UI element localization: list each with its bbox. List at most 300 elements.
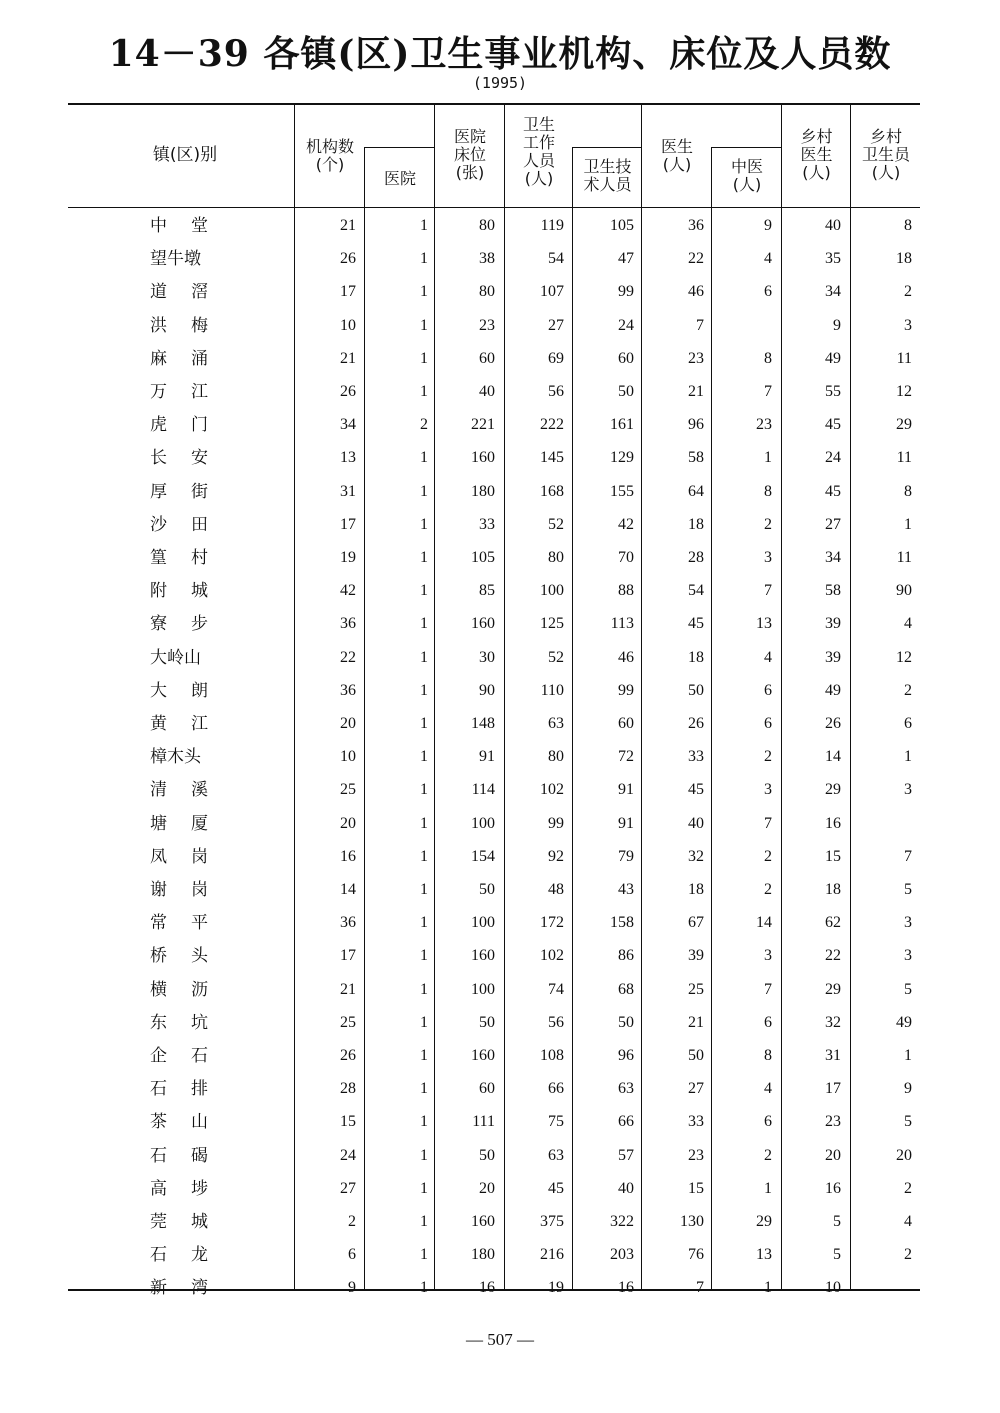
table-cell: 111 xyxy=(472,1113,495,1131)
table-row xyxy=(0,1040,1000,1072)
table-cell: 108 xyxy=(540,1047,564,1064)
table-cell: 10 xyxy=(825,1279,841,1297)
table-cell: 7 xyxy=(764,980,772,998)
table-row xyxy=(0,774,1000,806)
table-cell: 2 xyxy=(420,416,428,434)
table-row xyxy=(0,741,1000,773)
table-cell: 26 xyxy=(825,715,841,732)
table-cell: 1 xyxy=(420,615,428,633)
header-hospitals: 医院 xyxy=(383,169,416,188)
table-cell: 1 xyxy=(420,881,428,898)
table-cell: 45 xyxy=(688,615,704,633)
table-cell: 52 xyxy=(548,648,564,666)
table-cell: 1 xyxy=(420,449,428,467)
table-cell: 18 xyxy=(688,515,704,533)
table-cell: 50 xyxy=(688,681,704,699)
table-cell: 105 xyxy=(610,217,634,234)
table-cell: 12 xyxy=(896,383,912,400)
table-row xyxy=(0,243,1000,275)
table-cell: 29 xyxy=(825,781,841,799)
table-cell: 58 xyxy=(688,449,704,467)
table-cell: 100 xyxy=(471,980,495,998)
table-cell: 110 xyxy=(540,681,564,699)
table-cell: 36 xyxy=(688,217,704,234)
table-cell: 43 xyxy=(618,881,634,898)
table-cell: 69 xyxy=(548,349,564,367)
town-name: 凤岗 xyxy=(150,846,208,867)
subheader-rule xyxy=(364,147,434,148)
table-cell: 13 xyxy=(340,449,356,467)
table-cell: 8 xyxy=(764,349,772,367)
table-cell: 91 xyxy=(618,814,634,832)
table-cell: 56 xyxy=(548,383,564,400)
table-cell: 80 xyxy=(548,549,564,566)
table-cell: 23 xyxy=(825,1113,841,1131)
town-name: 麻涌 xyxy=(150,348,208,369)
table-cell: 23 xyxy=(756,416,772,434)
table-cell: 14 xyxy=(756,914,772,932)
table-cell: 90 xyxy=(896,582,912,600)
table-cell: 160 xyxy=(471,1047,495,1064)
table-cell: 19 xyxy=(340,549,356,566)
table-cell: 3 xyxy=(904,781,912,799)
town-name: 大朗 xyxy=(150,680,208,701)
table-header-rule xyxy=(68,207,920,208)
table-cell: 5 xyxy=(904,1113,912,1131)
table-row xyxy=(0,376,1000,408)
table-cell: 375 xyxy=(540,1213,564,1230)
table-cell: 2 xyxy=(764,881,772,898)
town-name: 企石 xyxy=(150,1046,208,1066)
town-name: 桥头 xyxy=(150,946,208,967)
table-cell: 9 xyxy=(904,1080,912,1098)
table-cell: 130 xyxy=(680,1213,704,1230)
table-cell: 90 xyxy=(479,681,495,699)
table-cell: 6 xyxy=(764,1113,772,1131)
town-name: 石龙 xyxy=(150,1245,208,1266)
table-cell: 172 xyxy=(540,914,564,932)
table-cell: 160 xyxy=(471,1213,495,1230)
page-number: — 507 — xyxy=(466,1330,534,1349)
table-cell: 7 xyxy=(696,1279,704,1297)
table-row xyxy=(0,1173,1000,1205)
town-name: 万江 xyxy=(150,382,208,402)
table-cell: 31 xyxy=(340,482,356,500)
town-name: 茶山 xyxy=(150,1112,208,1133)
table-cell: 1 xyxy=(420,947,428,965)
table-cell: 62 xyxy=(825,914,841,932)
table-cell: 1 xyxy=(420,1279,428,1297)
table-cell: 8 xyxy=(764,482,772,500)
page-title: 14－39 各镇(区)卫生事业机构、床位及人员数 xyxy=(108,33,892,75)
table-cell: 5 xyxy=(904,881,912,898)
table-row xyxy=(0,1272,1000,1304)
table-cell: 8 xyxy=(904,482,912,500)
table-cell: 6 xyxy=(764,283,772,301)
table-cell: 1 xyxy=(420,715,428,732)
table-cell: 33 xyxy=(688,1113,704,1131)
table-cell: 155 xyxy=(610,482,634,500)
table-cell: 1 xyxy=(420,1213,428,1230)
town-name: 常平 xyxy=(150,913,208,934)
table-cell: 19 xyxy=(548,1279,564,1297)
table-cell: 68 xyxy=(618,980,634,998)
table-cell: 9 xyxy=(833,316,841,334)
table-cell: 17 xyxy=(340,283,356,301)
table-cell: 1 xyxy=(420,217,428,234)
town-name: 洪梅 xyxy=(150,315,208,336)
table-cell: 145 xyxy=(540,449,564,467)
table-cell: 85 xyxy=(479,582,495,600)
table-row xyxy=(0,1140,1000,1172)
table-cell: 13 xyxy=(756,1246,772,1264)
table-cell: 1 xyxy=(420,914,428,932)
table-cell: 54 xyxy=(688,582,704,600)
table-cell: 42 xyxy=(340,582,356,600)
table-cell: 180 xyxy=(471,482,495,500)
table-cell: 105 xyxy=(471,549,495,566)
town-name: 大岭山 xyxy=(150,647,201,668)
table-cell: 63 xyxy=(618,1080,634,1098)
header-health-workers: 卫生 工作 人员 (人) xyxy=(522,115,555,188)
table-cell: 28 xyxy=(688,549,704,566)
table-cell: 6 xyxy=(764,1013,772,1031)
header-village-doctors: 乡村 医生 (人) xyxy=(800,127,833,182)
table-cell: 45 xyxy=(825,482,841,500)
table-cell: 100 xyxy=(471,814,495,832)
table-cell: 1 xyxy=(904,748,912,766)
table-cell: 20 xyxy=(479,1179,495,1197)
table-cell: 3 xyxy=(764,549,772,566)
table-cell: 2 xyxy=(348,1213,356,1230)
table-cell: 17 xyxy=(340,947,356,965)
header-village-health: 乡村 卫生员 (人) xyxy=(861,127,910,182)
town-name: 横沥 xyxy=(150,979,208,1000)
town-name: 黄江 xyxy=(150,714,208,734)
table-cell: 15 xyxy=(825,847,841,865)
table-cell: 1 xyxy=(420,349,428,367)
table-cell: 26 xyxy=(340,1047,356,1064)
table-cell: 1 xyxy=(420,1013,428,1031)
table-cell: 160 xyxy=(471,947,495,965)
table-cell: 1 xyxy=(420,781,428,799)
table-cell: 1 xyxy=(420,648,428,666)
table-cell: 119 xyxy=(540,217,564,234)
table-top-rule xyxy=(68,103,920,105)
table-cell: 72 xyxy=(618,748,634,766)
year-subtitle: (1995) xyxy=(472,74,528,92)
table-cell: 49 xyxy=(896,1013,912,1031)
table-cell: 92 xyxy=(548,847,564,865)
table-cell: 33 xyxy=(479,515,495,533)
table-cell: 55 xyxy=(825,383,841,400)
table-cell: 36 xyxy=(340,615,356,633)
table-cell: 64 xyxy=(688,482,704,500)
table-cell: 14 xyxy=(825,748,841,766)
table-cell: 2 xyxy=(904,1179,912,1197)
table-cell: 80 xyxy=(479,217,495,234)
table-cell: 16 xyxy=(618,1279,634,1297)
table-cell: 18 xyxy=(825,881,841,898)
table-cell: 1 xyxy=(420,1146,428,1164)
table-cell: 1 xyxy=(420,814,428,832)
table-cell: 27 xyxy=(825,515,841,533)
table-cell: 7 xyxy=(764,582,772,600)
table-cell: 91 xyxy=(618,781,634,799)
table-cell: 46 xyxy=(618,648,634,666)
table-cell: 22 xyxy=(340,648,356,666)
table-row xyxy=(0,476,1000,508)
table-row xyxy=(0,276,1000,308)
table-cell: 29 xyxy=(756,1213,772,1230)
table-cell: 29 xyxy=(896,416,912,434)
table-cell: 50 xyxy=(688,1047,704,1064)
table-cell: 1 xyxy=(420,250,428,268)
table-cell: 1 xyxy=(420,847,428,865)
town-name: 石排 xyxy=(150,1079,208,1100)
subheader-rule xyxy=(572,147,641,148)
table-cell: 26 xyxy=(688,715,704,732)
subheader-rule xyxy=(711,147,781,148)
town-name: 莞城 xyxy=(150,1212,208,1232)
table-cell: 79 xyxy=(618,847,634,865)
table-cell: 30 xyxy=(479,648,495,666)
table-cell: 20 xyxy=(340,814,356,832)
table-cell: 99 xyxy=(618,283,634,301)
table-cell: 39 xyxy=(825,648,841,666)
table-cell: 20 xyxy=(340,715,356,732)
table-cell: 11 xyxy=(896,349,912,367)
table-cell: 4 xyxy=(904,615,912,633)
table-cell: 86 xyxy=(618,947,634,965)
table-cell: 158 xyxy=(610,914,634,932)
table-cell: 24 xyxy=(340,1146,356,1164)
table-cell: 154 xyxy=(471,847,495,865)
table-cell: 1 xyxy=(420,549,428,566)
table-cell: 222 xyxy=(540,416,564,434)
table-cell: 6 xyxy=(348,1246,356,1264)
table-cell: 54 xyxy=(548,250,564,268)
header-beds: 医院 床位 (张) xyxy=(453,127,486,182)
table-cell: 27 xyxy=(340,1179,356,1197)
table-cell: 42 xyxy=(618,515,634,533)
town-name: 沙田 xyxy=(150,514,208,535)
table-cell: 322 xyxy=(610,1213,634,1230)
table-cell: 75 xyxy=(548,1113,564,1131)
table-cell: 15 xyxy=(688,1179,704,1197)
table-cell: 49 xyxy=(825,349,841,367)
table-cell: 31 xyxy=(825,1047,841,1064)
town-name: 寮步 xyxy=(150,614,208,635)
table-cell: 91 xyxy=(479,748,495,766)
table-cell: 24 xyxy=(825,449,841,467)
table-cell: 3 xyxy=(764,781,772,799)
table-cell: 1 xyxy=(904,1047,912,1064)
table-cell: 1 xyxy=(420,582,428,600)
table-row xyxy=(0,310,1000,342)
table-cell: 22 xyxy=(825,947,841,965)
header-tcm: 中医 (人) xyxy=(730,157,763,194)
table-cell: 34 xyxy=(340,416,356,434)
table-cell: 57 xyxy=(618,1146,634,1164)
table-cell: 113 xyxy=(610,615,634,633)
table-cell: 1 xyxy=(420,1179,428,1197)
table-cell: 34 xyxy=(825,549,841,566)
table-row xyxy=(0,1007,1000,1039)
header-technicians: 卫生技 术人员 xyxy=(583,157,632,194)
town-name: 篁村 xyxy=(150,548,208,568)
table-cell: 1 xyxy=(420,383,428,400)
table-cell: 21 xyxy=(688,383,704,400)
table-cell: 3 xyxy=(904,316,912,334)
table-cell: 35 xyxy=(825,250,841,268)
table-cell: 2 xyxy=(904,283,912,301)
table-cell: 52 xyxy=(548,515,564,533)
table-cell: 1 xyxy=(420,681,428,699)
town-name: 高埗 xyxy=(150,1178,208,1199)
table-cell: 2 xyxy=(904,1246,912,1264)
table-cell: 2 xyxy=(764,1146,772,1164)
table-cell: 25 xyxy=(340,1013,356,1031)
table-cell: 27 xyxy=(688,1080,704,1098)
town-name: 虎门 xyxy=(150,415,208,436)
table-cell: 5 xyxy=(904,980,912,998)
table-cell: 148 xyxy=(471,715,495,732)
table-cell: 2 xyxy=(904,681,912,699)
table-cell: 1 xyxy=(420,748,428,766)
table-cell: 67 xyxy=(688,914,704,932)
table-cell: 1 xyxy=(420,316,428,334)
table-cell: 23 xyxy=(688,1146,704,1164)
table-row xyxy=(0,1239,1000,1271)
town-name: 新湾 xyxy=(150,1278,208,1299)
table-cell: 10 xyxy=(340,316,356,334)
table-cell: 3 xyxy=(904,914,912,932)
table-cell: 1 xyxy=(420,283,428,301)
table-cell: 26 xyxy=(340,383,356,400)
table-row xyxy=(0,642,1000,674)
table-cell: 46 xyxy=(688,283,704,301)
table-cell: 18 xyxy=(896,250,912,268)
table-cell: 7 xyxy=(696,316,704,334)
table-cell: 50 xyxy=(479,1146,495,1164)
table-cell: 56 xyxy=(548,1013,564,1031)
table-row xyxy=(0,509,1000,541)
table-cell: 4 xyxy=(764,250,772,268)
table-cell: 25 xyxy=(340,781,356,799)
table-cell: 45 xyxy=(825,416,841,434)
table-cell: 13 xyxy=(756,615,772,633)
table-cell: 17 xyxy=(825,1080,841,1098)
table-cell: 1 xyxy=(420,1047,428,1064)
table-row xyxy=(0,210,1000,242)
table-cell: 50 xyxy=(479,881,495,898)
table-cell: 6 xyxy=(904,715,912,732)
town-name: 附城 xyxy=(150,581,208,602)
table-cell: 1 xyxy=(420,515,428,533)
table-cell: 1 xyxy=(904,515,912,533)
table-cell: 8 xyxy=(904,217,912,234)
table-row xyxy=(0,974,1000,1006)
table-cell: 221 xyxy=(471,416,495,434)
table-row xyxy=(0,1073,1000,1105)
table-cell: 15 xyxy=(340,1113,356,1131)
table-cell: 96 xyxy=(688,416,704,434)
table-cell: 49 xyxy=(825,681,841,699)
town-name: 道滘 xyxy=(150,282,208,303)
table-row xyxy=(0,343,1000,375)
table-cell: 16 xyxy=(825,814,841,832)
table-cell: 11 xyxy=(896,449,912,467)
town-name: 石碣 xyxy=(150,1145,208,1166)
table-cell: 80 xyxy=(479,283,495,301)
table-cell: 36 xyxy=(340,681,356,699)
table-cell: 180 xyxy=(471,1246,495,1264)
table-cell: 66 xyxy=(548,1080,564,1098)
table-cell: 14 xyxy=(340,881,356,898)
table-cell: 4 xyxy=(764,648,772,666)
table-cell: 4 xyxy=(904,1213,912,1230)
town-name: 中堂 xyxy=(150,216,208,236)
table-cell: 1 xyxy=(764,1179,772,1197)
table-row xyxy=(0,542,1000,574)
table-row xyxy=(0,1206,1000,1238)
table-cell: 7 xyxy=(904,847,912,865)
table-cell: 1 xyxy=(764,1279,772,1297)
table-cell: 88 xyxy=(618,582,634,600)
table-cell: 40 xyxy=(825,217,841,234)
table-cell: 50 xyxy=(479,1013,495,1031)
table-cell: 9 xyxy=(348,1279,356,1297)
table-cell: 100 xyxy=(471,914,495,932)
table-cell: 60 xyxy=(618,349,634,367)
table-cell: 29 xyxy=(825,980,841,998)
table-cell: 66 xyxy=(618,1113,634,1131)
table-cell: 21 xyxy=(340,349,356,367)
table-cell: 99 xyxy=(618,681,634,699)
table-cell: 6 xyxy=(764,715,772,732)
table-cell: 10 xyxy=(340,748,356,766)
table-cell: 39 xyxy=(688,947,704,965)
table-cell: 96 xyxy=(618,1047,634,1064)
table-cell: 27 xyxy=(548,316,564,334)
table-cell: 6 xyxy=(764,681,772,699)
table-cell: 70 xyxy=(618,549,634,566)
table-cell: 114 xyxy=(471,781,495,799)
table-row xyxy=(0,907,1000,939)
table-cell: 1 xyxy=(420,980,428,998)
table-cell: 28 xyxy=(340,1080,356,1098)
table-cell: 45 xyxy=(548,1179,564,1197)
table-cell: 34 xyxy=(825,283,841,301)
table-cell: 203 xyxy=(610,1246,634,1264)
table-cell: 16 xyxy=(479,1279,495,1297)
table-cell: 38 xyxy=(479,250,495,268)
town-name: 清溪 xyxy=(150,780,208,801)
town-name: 厚街 xyxy=(150,481,208,502)
table-cell: 40 xyxy=(618,1179,634,1197)
table-cell: 102 xyxy=(540,781,564,799)
table-cell: 47 xyxy=(618,250,634,268)
table-cell: 216 xyxy=(540,1246,564,1264)
table-cell: 1 xyxy=(420,1113,428,1131)
header-institutions: 机构数 (个) xyxy=(305,137,354,174)
table-cell: 20 xyxy=(825,1146,841,1164)
table-cell: 50 xyxy=(618,383,634,400)
table-cell: 1 xyxy=(420,1080,428,1098)
table-cell: 12 xyxy=(896,648,912,666)
table-cell: 125 xyxy=(540,615,564,633)
